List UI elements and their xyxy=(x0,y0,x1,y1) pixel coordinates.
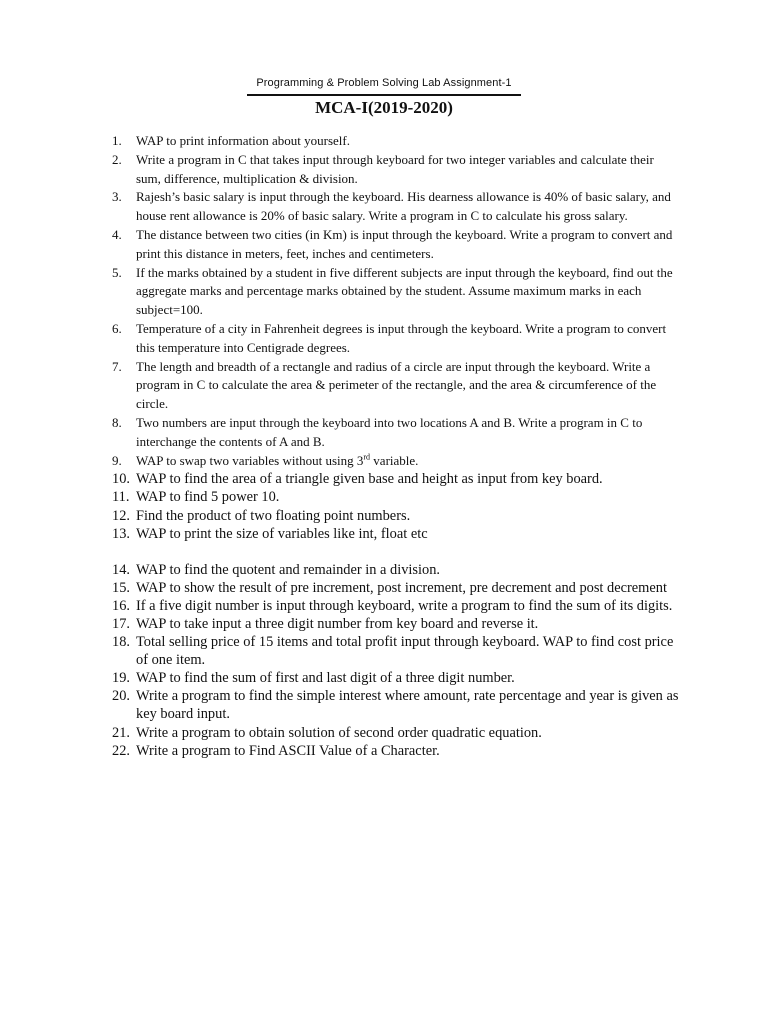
question-item-10 xyxy=(112,470,680,488)
question-number: 9. xyxy=(112,452,122,468)
question-item-8 xyxy=(112,414,680,452)
question-item-15 xyxy=(112,579,680,597)
question-number: 19. xyxy=(112,670,130,687)
question-number: 7. xyxy=(112,358,122,374)
question-text: WAP to print the size of variables like int, float etc xyxy=(136,525,428,542)
question-text-end: variable. xyxy=(370,452,419,468)
ordinal-superscript: rd xyxy=(363,452,371,462)
question-item-5 xyxy=(112,264,680,320)
question-item-14 xyxy=(112,561,680,579)
question-text: The length and breadth of a rectangle and radius of a circle are input through the keyboard. Write a program in C to calculate the area & perimeter of the rectangle, and the area & circumference of the circle. xyxy=(136,358,657,412)
question-item-16 xyxy=(112,597,680,615)
question-item-11 xyxy=(112,488,680,506)
question-number: 1. xyxy=(112,133,122,148)
question-number: 18. xyxy=(112,634,130,651)
question-text: The distance between two cities (in Km) is input through the keyboard. Write a program to convert and print this distance in meters, feet, inches and centimeters. xyxy=(136,226,673,261)
blank-line xyxy=(112,543,680,561)
question-text: Write a program to find the simple interest where amount, rate percentage and year is given as key board input. xyxy=(136,688,679,723)
question-text: WAP to find 5 power 10. xyxy=(136,489,280,506)
question-item-1 xyxy=(112,132,680,151)
question-item-9 xyxy=(112,452,680,471)
question-item-20 xyxy=(112,687,680,723)
question-number: 12. xyxy=(112,507,130,524)
question-text: WAP to find the area of a triangle given base and height as input from key board. xyxy=(136,471,603,488)
question-item-19 xyxy=(112,669,680,687)
question-number: 21. xyxy=(112,724,130,741)
question-number: 2. xyxy=(112,151,122,167)
question-item-22 xyxy=(112,742,680,760)
question-number: 13. xyxy=(112,525,130,542)
question-text: WAP to print information about yourself. xyxy=(136,133,350,148)
question-text: Write a program in C that takes input through keyboard for two integer variables and calculate their sum, difference, multiplication & division. xyxy=(136,151,654,186)
question-item-21 xyxy=(112,724,680,742)
question-text: Rajesh’s basic salary is input through the keyboard. His dearness allowance is 40% of basic salary, and house rent allowance is 20% of basic salary. Write a program in C to calculate his gross salary. xyxy=(136,189,671,224)
question-item-18 xyxy=(112,633,680,669)
question-item-6 xyxy=(112,320,680,358)
question-text: Write a program to Find ASCII Value of a Character. xyxy=(136,742,440,759)
question-item-3 xyxy=(112,188,680,226)
question-number: 22. xyxy=(112,742,130,759)
question-text: WAP to find the sum of first and last digit of a three digit number. xyxy=(136,670,515,687)
question-item-7 xyxy=(112,358,680,414)
question-item-17 xyxy=(112,615,680,633)
question-text: Total selling price of 15 items and total profit input through keyboard. WAP to find cost price of one item. xyxy=(136,634,674,669)
question-item-12 xyxy=(112,507,680,525)
question-text-start: WAP to swap two variables without using 3 xyxy=(136,452,364,468)
question-text: Temperature of a city in Fahrenheit degrees is input through the keyboard. Write a program to convert this temperature into Centigrade degrees. xyxy=(136,320,667,355)
course-title: MCA-I(2019-2020) xyxy=(315,98,453,117)
question-list xyxy=(112,132,680,760)
question-number: 10. xyxy=(112,471,130,488)
question-text: WAP to find the quotent and remainder in a division. xyxy=(136,561,441,578)
question-text: If the marks obtained by a student in five different subjects are input through the keyboard, find out the aggregate marks and percentage marks obtained by the student. Assume maximum marks in each subject=100. xyxy=(136,264,673,318)
question-text: If a five digit number is input through keyboard, write a program to find the sum of its digits. xyxy=(136,597,673,614)
question-number: 3. xyxy=(112,189,122,205)
question-number: 15. xyxy=(112,579,130,596)
question-text: Write a program to obtain solution of second order quadratic equation. xyxy=(136,724,542,741)
question-text: WAP to take input a three digit number from key board and reverse it. xyxy=(136,616,539,632)
header-divider xyxy=(247,94,521,96)
question-number: 17. xyxy=(112,616,130,632)
question-item-2 xyxy=(112,151,680,189)
question-item-13 xyxy=(112,525,680,543)
question-text: Two numbers are input through the keyboard into two locations A and B. Write a program in C to interchange the contents of A and B. xyxy=(136,414,643,449)
question-number: 6. xyxy=(112,320,122,336)
question-text: WAP to show the result of pre increment, post increment, pre decrement and post decrement xyxy=(136,579,667,596)
question-number: 4. xyxy=(112,226,122,242)
question-number: 8. xyxy=(112,414,122,430)
running-header: Programming & Problem Solving Lab Assignment-1 xyxy=(256,77,512,89)
question-number: 16. xyxy=(112,597,130,614)
question-text xyxy=(136,452,680,471)
question-number: 20. xyxy=(112,688,130,705)
question-number: 5. xyxy=(112,264,122,280)
question-number: 11. xyxy=(112,489,130,506)
question-number: 14. xyxy=(112,561,130,578)
question-item-4 xyxy=(112,226,680,264)
question-text: Find the product of two floating point numbers. xyxy=(136,507,411,524)
